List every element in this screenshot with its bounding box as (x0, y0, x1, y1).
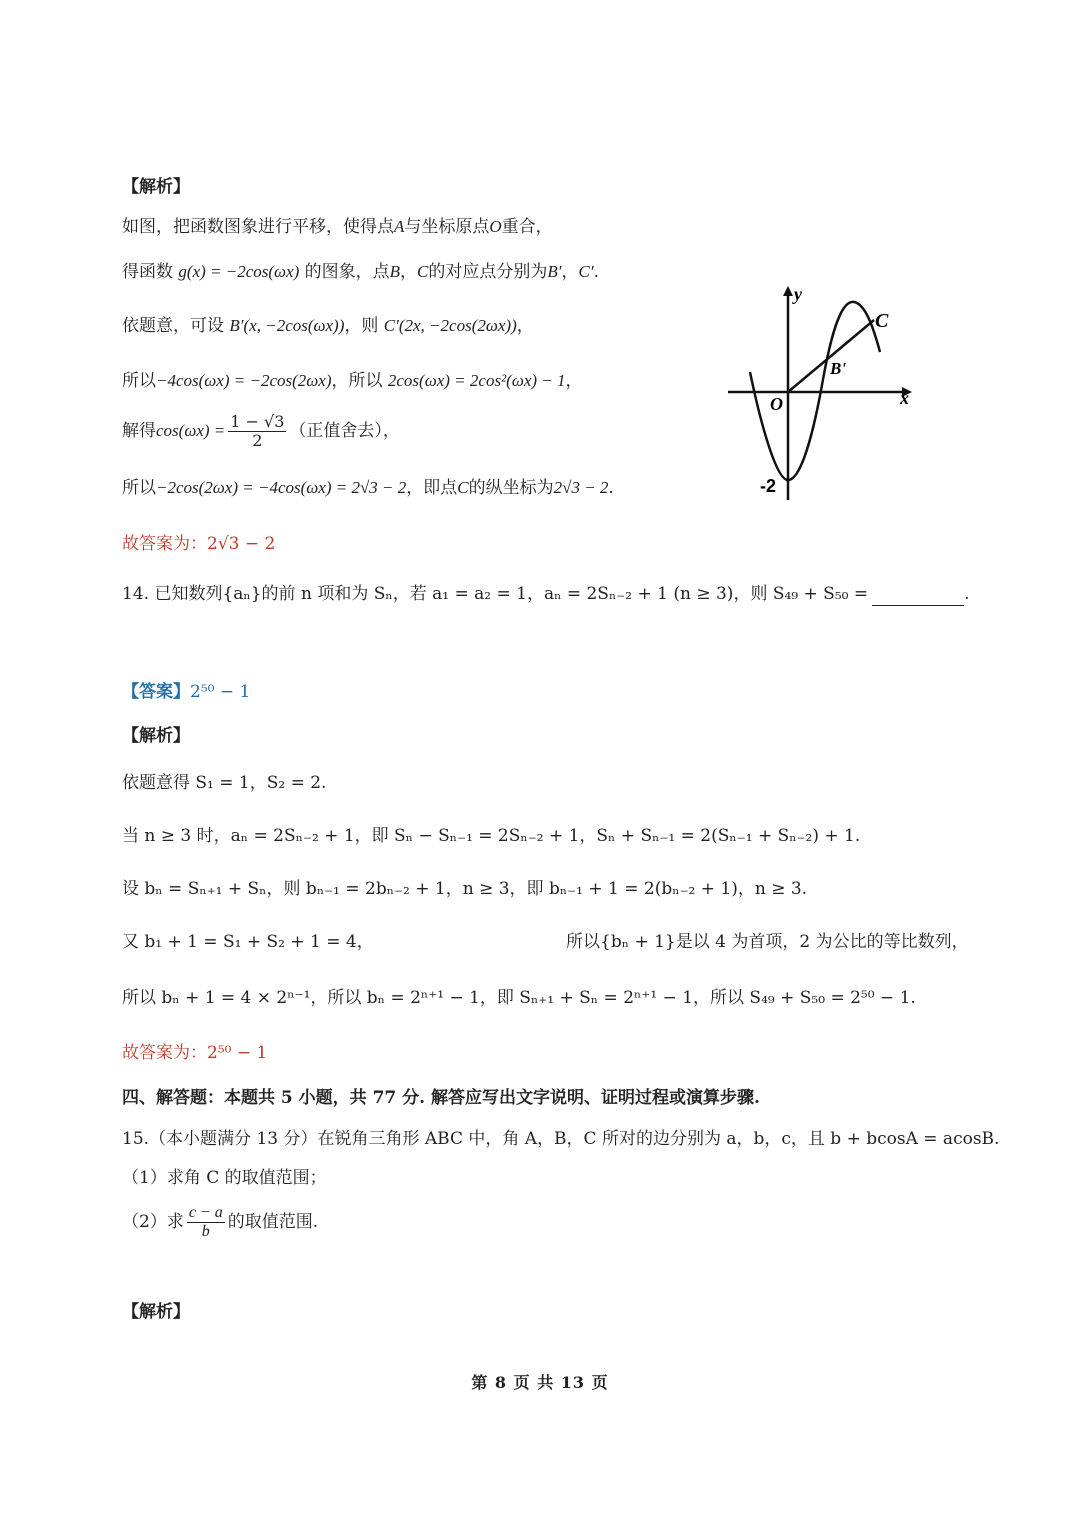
page-footer: 第 8 页 共 13 页 (471, 1373, 609, 1392)
section-4-heading: 四、解答题：本题共 5 小题，共 77 分. 解答应写出文字说明、证明过程或演算步骤. (122, 1088, 760, 1108)
c-label: C (875, 310, 889, 332)
solution-line-5: 所以 bₙ + 1 = 4 × 2ⁿ⁻¹，所以 bₙ = 2ⁿ⁺¹ − 1，即 Sₙ₊₁ + Sₙ = 2ⁿ⁺¹ − 1，所以 S₄₉ + S₅₀ = 2⁵⁰ − 1. (122, 988, 916, 1008)
answer-14-line: 【答案】2⁵⁰ − 1 (122, 682, 251, 702)
analysis-line-3: 依题意，可设 B′(x, −2cos(ωx))，则 C′(2x, −2cos(2ωx))， (122, 316, 534, 336)
answer-blank (872, 589, 964, 606)
analysis-line-1: 如图，把函数图象进行平移，使得点A与坐标原点O重合， (122, 217, 553, 237)
analysis-line-4: 所以−4cos(ωx) = −2cos(2ωx)，所以 2cos(ωx) = 2cos²(ωx) − 1， (122, 371, 583, 391)
answer-14: 故答案为：2⁵⁰ − 1 (122, 1043, 268, 1063)
analysis-heading-2: 【解析】 (122, 726, 190, 746)
origin-label: O (770, 394, 783, 414)
analysis-heading-3: 【解析】 (122, 1302, 190, 1322)
function-graph (722, 280, 922, 505)
fraction: $\frac{1 - √3}{2}$ (230, 412, 285, 450)
question-14: 14. 已知数列{aₙ}的前 n 项和为 Sₙ，若 a₁ = a₂ = 1，aₙ = 2Sₙ₋₂ + 1 (n ≥ 3)，则 S₄₉ + S₅₀ = . (122, 584, 970, 604)
question-15-part-2: （2）求 $\frac{c - a}{b}$ 的取值范围. (122, 1204, 319, 1240)
solution-line-2: 当 n ≥ 3 时，aₙ = 2Sₙ₋₂ + 1，即 Sₙ − Sₙ₋₁ = 2Sₙ₋₂ + 1，Sₙ + Sₙ₋₁ = 2(Sₙ₋₁ + Sₙ₋₂) + 1. (122, 826, 861, 846)
y-label: y (794, 284, 802, 304)
analysis-line-2: 得函数 g(x) = −2cos(ωx) 的图象，点B，C的对应点分别为B′，C′. (122, 262, 599, 282)
neg2-label: -2 (760, 476, 777, 496)
solution-line-1: 依题意得 S₁ = 1，S₂ = 2. (122, 773, 327, 793)
y-axis-arrow (783, 286, 793, 296)
analysis-heading: 【解析】 (122, 177, 190, 197)
analysis-line-6: 所以−2cos(2ωx) = −4cos(ωx) = 2√3 − 2，即点C的纵坐标为2√3 − 2. (122, 478, 614, 498)
analysis-line-5: 解得cos(ωx) = $\frac{1 - √3}{2}$ （正值舍去）， (122, 412, 400, 450)
x-label: x (900, 388, 909, 408)
answer-13: 故答案为：2√3 − 2 (122, 534, 276, 554)
segment-oc (788, 320, 874, 392)
b-label: B' (830, 359, 847, 378)
fraction-c-minus-a-over-b: $\frac{c - a}{b}$ (188, 1204, 223, 1240)
question-15: 15.（本小题满分 13 分）在锐角三角形 ABC 中，角 A，B，C 所对的边分别为 a，b，c，且 b + bcosA = acosB. (122, 1129, 1000, 1149)
solution-line-3: 设 bₙ = Sₙ₊₁ + Sₙ，则 bₙ₋₁ = 2bₙ₋₂ + 1，n ≥ 3，即 bₙ₋₁ + 1 = 2(bₙ₋₂ + 1)，n ≥ 3. (122, 879, 808, 899)
question-15-part-1: （1）求角 C 的取值范围； (122, 1168, 327, 1188)
solution-line-4-right: 所以{bₙ + 1}是以 4 为首项，2 为公比的等比数列， (566, 932, 969, 952)
solution-line-4-left: 又 b₁ + 1 = S₁ + S₂ + 1 = 4， (122, 932, 374, 952)
